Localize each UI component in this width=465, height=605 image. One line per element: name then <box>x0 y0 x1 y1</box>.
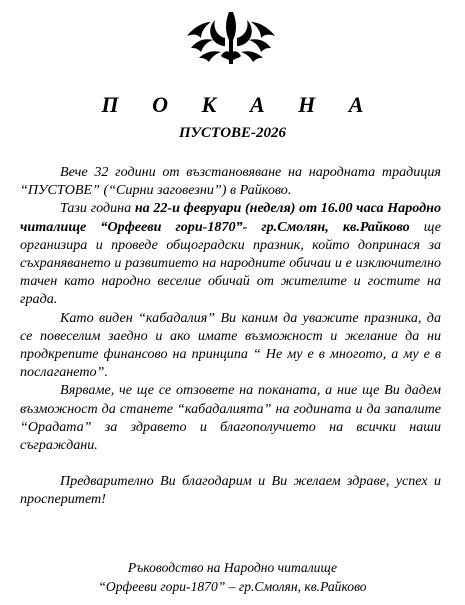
signature-line-2: “Орфееви гори-1870” – гр.Смолян, кв.Райково <box>98 579 367 594</box>
page-title: П О К А Н А <box>101 92 378 117</box>
signature-line-1: Ръководство на Народно читалище <box>127 560 338 575</box>
event-description: ще организира и проведе общоградски празник, който допринася за съхраняването и развитието на народните обичаи и е изключително тачен като народно веселие обичай от жителите и гостите на града. <box>20 218 442 308</box>
page-subtitle: ПУСТОВЕ-2026 <box>178 125 287 141</box>
paragraph-intro: Вече 32 години от възстановяване на народната традиция “ПУСТОВЕ” (“Сирни заговезни”) в Райково. <box>20 164 441 199</box>
paragraph-event <box>20 199 441 308</box>
paragraph-invitation: Като виден “кабадалия” Ви каним да уважите празника, да се повеселим заедно и ако имате възможност и желание да ни продкрепите финансово на принципа “ Не му е в многото, а му е в послагането”. <box>20 309 441 381</box>
event-details: на 22-и февруари (неделя) от 16.00 часа Народно читалище “Орфееви гори-1870”- гр.Смолян, кв.Райково <box>20 200 441 235</box>
lyre-ornament-icon <box>185 8 277 68</box>
paragraph-thanks: Предварително Ви благодарим и Ви желаем здраве, успех и просперитет! <box>20 473 441 508</box>
event-lead: Тази година <box>60 200 135 217</box>
signature-block <box>0 558 465 596</box>
letter-body <box>20 163 441 509</box>
paragraph-belief: Вярваме, че ще се отзовете на поканата, а ние ще Ви дадем възможност да станете “кабадалията” на годината и да запалите “Орадата” за здравето и благополучието на всички наши съграждани. <box>20 382 441 454</box>
